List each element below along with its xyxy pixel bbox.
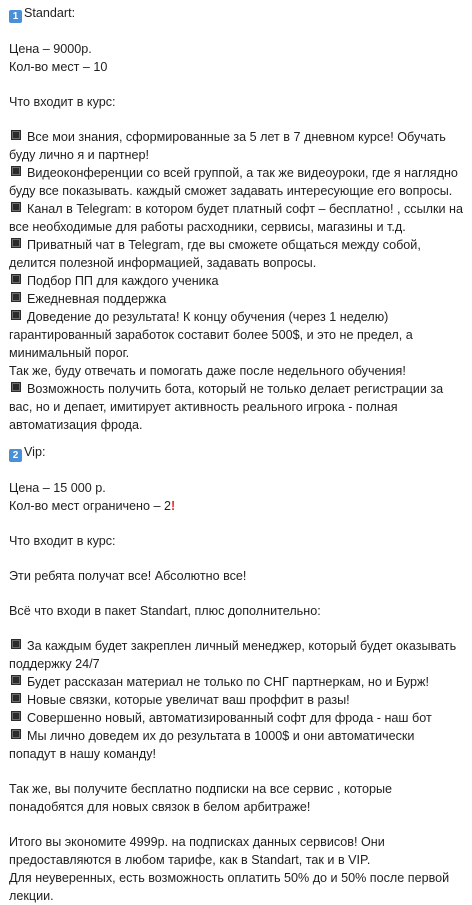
vip-feature-list — [9, 637, 466, 763]
list-item-continuation: все необходимые для работы расходники, сервисы, магазины и т.д. — [9, 220, 406, 234]
list-item — [9, 200, 466, 218]
vip-title: Vip: — [24, 445, 46, 459]
list-item-text: Совершенно новый, автоматизированный софт для фрода - наш бот — [27, 711, 432, 725]
paragraph-line: предоставляются в любом тарифе, как в Standart, так и в VIP. — [9, 853, 371, 867]
standart-bot-item — [9, 380, 466, 434]
list-item — [9, 290, 466, 308]
black-square-icon — [11, 238, 21, 248]
list-item-continuation: поддержку 24/7 — [9, 657, 100, 671]
list-item — [9, 637, 466, 655]
standart-feature-list — [9, 128, 466, 362]
paragraph-line: понадобятся для новых связок в белом арбитраже! — [9, 800, 311, 814]
list-item — [9, 272, 466, 290]
black-square-icon — [11, 729, 21, 739]
vip-subscriptions — [9, 780, 466, 816]
list-item-text: Возможность получить бота, который не только делает регистрации за — [27, 382, 444, 396]
vip-package-line: Всё что входи в пакет Standart, плюс дополнительно: — [9, 604, 321, 618]
paragraph-line: Так же, вы получите бесплатно подписки на все сервис , которые — [9, 782, 393, 796]
list-item-continuation: вас, но и депает, имитирует активность реального игрока - полная — [9, 400, 398, 414]
vip-seats: Кол-во мест ограничено – 2 — [9, 499, 172, 513]
list-item-text: За каждым будет закреплен личный менеджер, который будет оказывать — [27, 639, 457, 653]
list-item-continuation: попадут в нашу команду! — [9, 747, 157, 761]
list-item-continuation: минимальный порог. — [9, 346, 130, 360]
black-square-icon — [11, 310, 21, 320]
list-item-text: Новые связки, которые увеличат ваш проффит в разы! — [27, 693, 350, 707]
vip-seats-line — [9, 497, 466, 515]
list-item — [9, 727, 466, 745]
black-square-icon — [11, 693, 21, 703]
list-item — [9, 308, 466, 326]
black-square-icon — [11, 274, 21, 284]
list-item-text: Будет рассказан материал не только по СНГ партнеркам, но и Бурж! — [27, 675, 429, 689]
paragraph-line: Для неуверенных, есть возможность оплатить 50% до и 50% после первой — [9, 871, 450, 885]
list-item-text: Ежедневная поддержка — [27, 292, 167, 306]
keycap-two-icon: 2 — [9, 449, 22, 462]
vip-price: Цена – 15 000 р. — [9, 481, 106, 495]
list-item — [9, 128, 466, 146]
list-item-text: Мы лично доведем их до результата в 1000$ и они автоматически — [27, 729, 415, 743]
list-item — [9, 673, 466, 691]
paragraph-line: лекции. — [9, 889, 54, 903]
black-square-icon — [11, 166, 21, 176]
list-item — [9, 709, 466, 727]
list-item — [9, 380, 466, 398]
list-item — [9, 236, 466, 254]
list-item-text: Видеоконференции со всей группой, а так же видеоуроки, где я наглядно — [27, 166, 458, 180]
list-item-continuation: делится полезной информацией, задавать вопросы. — [9, 256, 317, 270]
black-square-icon — [11, 711, 21, 721]
black-square-icon — [11, 292, 21, 302]
standart-followup: Так же, буду отвечать и помогать даже после недельного обучения! — [9, 364, 406, 378]
list-item-text: Все мои знания, сформированные за 5 лет в 7 дневном курсе! Обучать — [27, 130, 446, 144]
black-square-icon — [11, 130, 21, 140]
standart-title-line — [9, 4, 466, 23]
list-item-continuation: буду лично я и партнер! — [9, 148, 149, 162]
list-item-text: Канал в Telegram: в котором будет платный софт – бесплатно! , ссылки на — [27, 202, 463, 216]
list-item-text: Доведение до результата! К концу обучения (через 1 неделю) — [27, 310, 389, 324]
list-item — [9, 691, 466, 709]
red-exclamation-icon: ! — [171, 499, 176, 513]
vip-summary — [9, 833, 466, 905]
vip-everything: Эти ребята получат все! Абсолютно все! — [9, 569, 247, 583]
standart-title: Standart: — [24, 6, 76, 20]
list-item-continuation: гарантированный заработок составит более 500$, и это не предел, а — [9, 328, 413, 342]
black-square-icon — [11, 382, 21, 392]
standart-seats: Кол-во мест – 10 — [9, 60, 108, 74]
black-square-icon — [11, 675, 21, 685]
list-item-continuation: автоматизация фрода. — [9, 418, 143, 432]
standart-includes-heading: Что входит в курс: — [9, 95, 116, 109]
black-square-icon — [11, 202, 21, 212]
keycap-one-icon: 1 — [9, 10, 22, 23]
standart-price: Цена – 9000р. — [9, 42, 92, 56]
list-item — [9, 164, 466, 182]
list-item-continuation: буду все показывать. каждый сможет задавать интересующие его вопросы. — [9, 184, 453, 198]
list-item-text: Подбор ПП для каждого ученика — [27, 274, 219, 288]
vip-title-line — [9, 443, 466, 462]
black-square-icon — [11, 639, 21, 649]
vip-includes-heading: Что входит в курс: — [9, 534, 116, 548]
list-item-text: Приватный чат в Telegram, где вы сможете общаться между собой, — [27, 238, 421, 252]
paragraph-line: Итого вы экономите 4999р. на подписках данных сервисов! Они — [9, 835, 385, 849]
